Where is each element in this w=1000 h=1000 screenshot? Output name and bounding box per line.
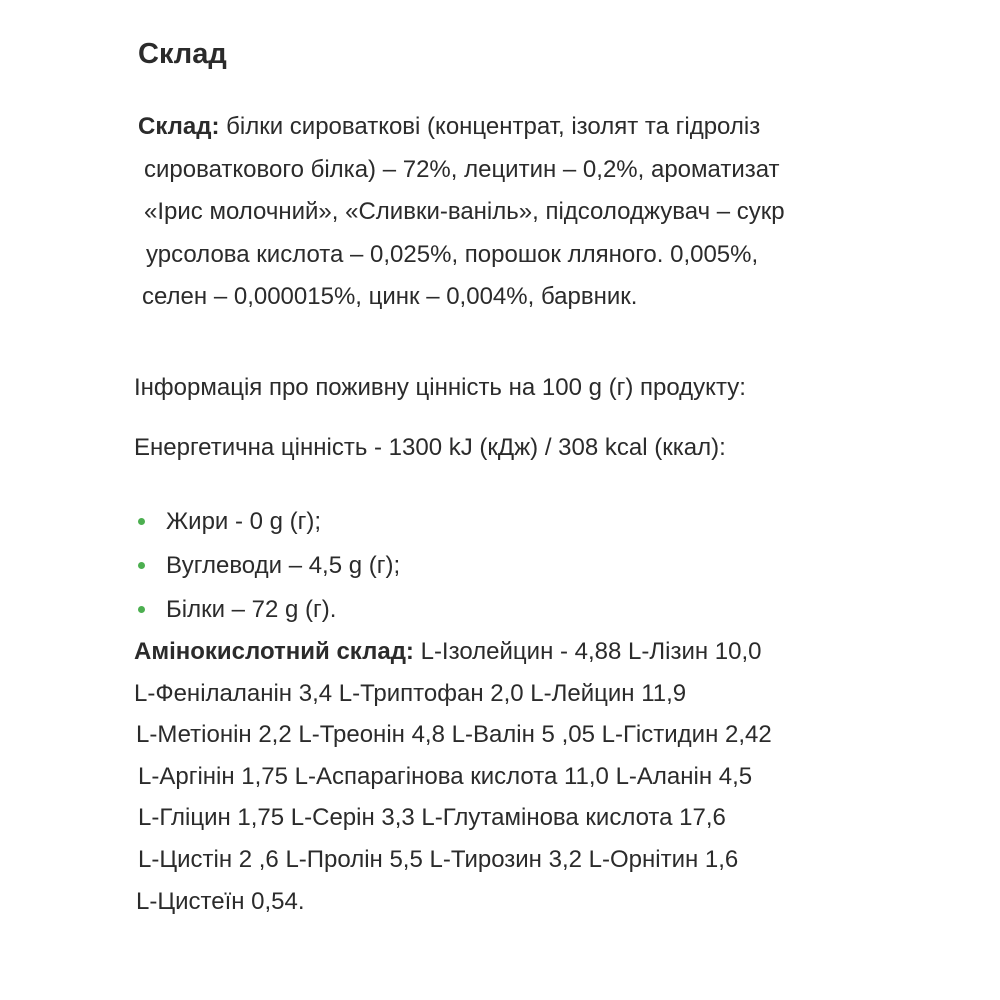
- section-title: Склад: [138, 38, 227, 70]
- composition-line-5: селен – 0,000015%, цинк – 0,004%, барвник.: [142, 283, 638, 310]
- composition-line-3: «Ірис молочний», «Сливки-ваніль», підсолоджувач – сукр: [144, 198, 785, 225]
- amino-label: Амінокислотний склад:: [134, 638, 414, 665]
- list-item: [134, 544, 400, 588]
- list-item: [134, 500, 400, 544]
- amino-line-6: L-Цистін 2 ,6 L-Пролін 5,5 L-Тирозин 3,2 L-Орнітин 1,6: [138, 845, 739, 873]
- composition-text-1: білки сироваткові (концентрат, ізолят та гідроліз: [219, 113, 761, 140]
- nutrition-info-heading: Інформація про поживну цінність на 100 g (г) продукту:: [134, 374, 746, 401]
- nutrient-fat: Жири - 0 g (г);: [166, 508, 322, 535]
- nutrient-carbs: Вуглеводи – 4,5 g (г);: [166, 552, 401, 579]
- composition-paragraph: [138, 106, 935, 319]
- amino-line-3: L-Метіонін 2,2 L-Треонін 4,8 L-Валін 5 ,05 L-Гістидин 2,42: [136, 721, 772, 749]
- amino-line-7: L-Цистеїн 0,54.: [136, 887, 305, 915]
- composition-line-2: сироваткового білка) – 72%, лецитин – 0,2%, ароматизат: [144, 155, 780, 183]
- amino-line-1: [134, 631, 954, 673]
- energy-value: Енергетична цінність - 1300 kJ (кДж) / 308 kcal (ккал):: [134, 434, 726, 461]
- composition-line-4: урсолова кислота – 0,025%, порошок лляного. 0,005%,: [146, 240, 759, 268]
- bullet-dot-icon: [138, 518, 145, 525]
- amino-acid-paragraph: [134, 631, 954, 922]
- composition-label: Склад:: [138, 113, 220, 140]
- amino-line-5: L-Гліцин 1,75 L-Серін 3,3 L-Глутамінова кислота 17,6: [138, 804, 726, 832]
- nutrients-list: [134, 500, 400, 632]
- amino-text-1: L-Ізолейцин - 4,88 L-Лізин 10,0: [413, 638, 762, 665]
- amino-line-4: L-Аргінін 1,75 L-Аспарагінова кислота 11,0 L-Аланін 4,5: [138, 762, 753, 790]
- composition-line-1: [138, 106, 935, 149]
- nutrient-protein: Білки – 72 g (г).: [166, 596, 337, 623]
- bullet-dot-icon: [138, 562, 145, 569]
- list-item: [134, 588, 400, 632]
- amino-line-2: L-Фенілаланін 3,4 L-Триптофан 2,0 L-Лейцин 11,9: [134, 679, 687, 707]
- bullet-dot-icon: [138, 606, 145, 613]
